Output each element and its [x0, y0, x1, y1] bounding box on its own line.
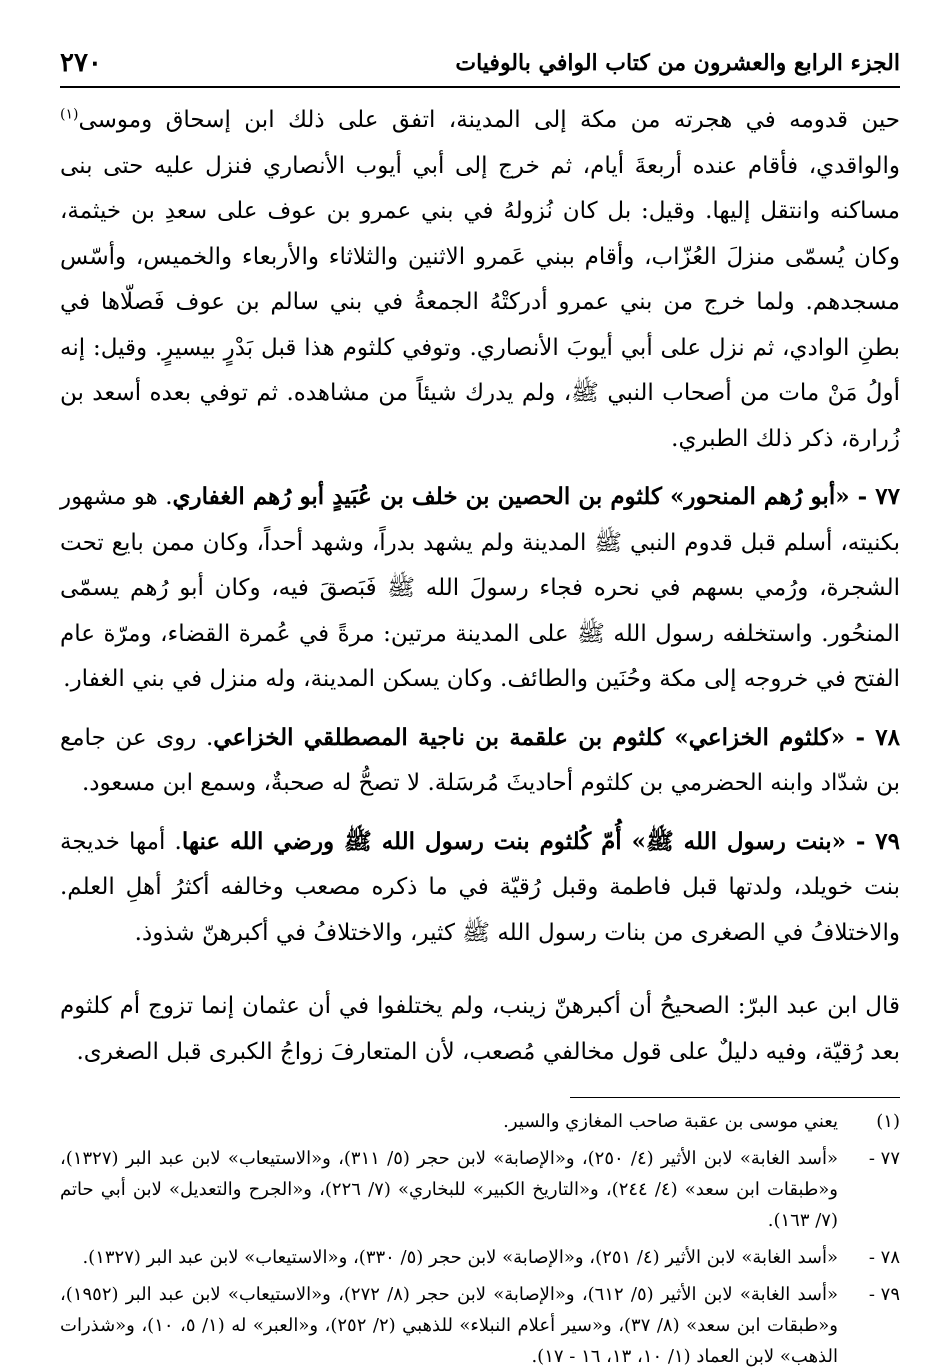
footnote-number: ٧٨ - — [868, 1247, 900, 1268]
footnote-text: «أسد الغابة» لابن الأثير (٤/ ٢٥٠)، و«الإصابة» لابن حجر (٥/ ٣١١)، و«الاستيعاب» لابن عبد البر (١٣٢٧)، و«طبقات ابن سعد» (٤/ ٢٤٤)، و«التاريخ الكبير» للبخاري» (٧/ ٢٢٦)، و«الجرح والتعديل» لابن أبي حاتم (٧/ ١٦٣). — [60, 1148, 838, 1231]
running-title: الجزء الرابع والعشرون من كتاب الوافي بالوفيات — [455, 50, 900, 76]
footnote-text: «أسد الغابة» لابن الأثير (٤/ ٢٥١)، و«الإصابة» لابن حجر (٥/ ٣٣٠)، و«الاستيعاب» لابن عبد البر (١٣٢٧). — [82, 1247, 838, 1268]
closing-paragraph: قال ابن عبد البرّ: الصحيحُ أن أكبرهنّ زينب، ولم يختلفوا في أن عثمان إنما تزوج أم كلثوم بعد رُقيّة، وفيه دليلٌ على قول مخالفي مُصعب، لأن المتعارفَ زواجُ الكبرى قبل الصغرى. — [60, 993, 900, 1065]
entry-heading: ٧٧ - «أبو رُهم المنحور» كلثوم بن الحصين بن خلف بن عُبَيدٍ أبو رُهم الغفاري — [172, 483, 901, 510]
footnote-text: «أسد الغابة» لابن الأثير (٥/ ٦١٢)، و«الإصابة» لابن حجر (٨/ ٢٧٢)، و«الاستيعاب» لابن عبد البر (١٩٥٢)، و«طبقات ابن سعد» (٨/ ٣٧)، و«سير أعلام النبلاء» للذهبي (٢/ ٢٥٢)، و«العبر» له (١/ ٥، ١٠)، و«شذرات الذهب» لابن العماد (١/ ١٠، ١٣، ١٦ - ١٧). — [60, 1284, 838, 1367]
entry-text: . أمها خديجة بنت خويلد، ولدتها قبل فاطمة وقبل رُقيّة في ما ذكره مصعب وخالفه أكثرُ أهلِ العلم. والاختلافُ في الصغرى من بنات رسول الله ﷺ كثير، والاختلافُ في أكبرهنّ شذوذ. — [60, 828, 900, 946]
intro-text-start: حين قدومه في هجرته من مكة إلى المدينة، اتفق على ذلك ابن إسحاق وموسى — [78, 107, 900, 133]
footnote-text: يعني موسى بن عقبة صاحب المغازي والسير. — [503, 1111, 838, 1132]
entry-79 — [60, 819, 900, 957]
main-text — [60, 98, 900, 1075]
footnote — [60, 1106, 900, 1137]
entry-78 — [60, 715, 900, 807]
intro-text-rest: والواقدي، فأقام عنده أربعةَ أيام، ثم خرج إلى أبي أيوب الأنصاري فنزل عليه حتى بنى مساكنه وانتقل إليها. وقيل: بل كان نُزولهُ في بني عمرو بن عوف على سعدِ بن خيثمة، وكان يُسمّى منزلَ العُزّاب، وأقام ببني عَمرو الاثنين والثلاثاء والأربعاء والخميس، وأسّس مسجدهم. ولما خرج من بني عمرو أدركتْهُ الجمعةُ في بني سالم بن عوف فَصلّاها في بطنِ الوادي، ثم نزل على أبي أيوبَ الأنصاري. وتوفي كلثوم هذا قبل بَدْرٍ بيسيرٍ. وقيل: إنه أولُ مَنْ مات من أصحاب النبي ﷺ، ولم يدرك شيئاً من مشاهده. ثم توفي بعده أسعد بن زُرارة، ذكر ذلك الطبري. — [60, 152, 900, 452]
footnote-number: ٧٩ - — [868, 1284, 900, 1305]
page-header — [60, 30, 900, 88]
book-page — [60, 30, 900, 1372]
footnote — [60, 1242, 900, 1273]
footnote-reference: (١) — [60, 106, 79, 123]
entry-text: . روى عن جامع بن شدّاد وابنه الحضرمي بن كلثوم أحاديثَ مُرسَلة. لا تصحُّ له صحبةٌ، وسمع ابن مسعود. — [60, 724, 900, 796]
entry-heading: ٧٩ - «بنت رسول الله ﷺ» أُمّ كُلثوم بنت رسول الله ﷺ ورضي الله عنها — [181, 827, 900, 855]
entry-77 — [60, 474, 900, 703]
footnotes — [60, 1106, 900, 1372]
page-number: ٢٧٠ — [60, 48, 102, 78]
footnote — [60, 1279, 900, 1372]
footnote — [60, 1143, 900, 1236]
footnote-divider — [570, 1097, 900, 1098]
footnote-number: (١) — [876, 1111, 900, 1132]
entry-heading: ٧٨ - «كلثوم الخزاعي» كلثوم بن علقمة بن ناجية المصطلقي الخزاعي — [213, 723, 901, 751]
footnote-number: ٧٧ - — [868, 1148, 900, 1169]
intro-paragraph — [60, 98, 900, 462]
entry-text: . هو مشهور بكنيته، أسلم قبل قدوم النبي ﷺ المدينة ولم يشهد بدراً، وشهد أحداً، وكان ممن بايع تحت الشجرة، ورُمي بسهم في نحره فجاء رسولَ الله ﷺ فَبَصقَ فيه، وكان أبو رُهم يسمّى المنحُور. واستخلفه رسول الله ﷺ على المدينة مرتين: مرةً في عُمرة القضاء، ومرّة عام الفتح في خروجه إلى مكة وحُنَين والطائف. وكان يسكن المدينة، وله منزل في بني الغفار. — [60, 484, 900, 692]
